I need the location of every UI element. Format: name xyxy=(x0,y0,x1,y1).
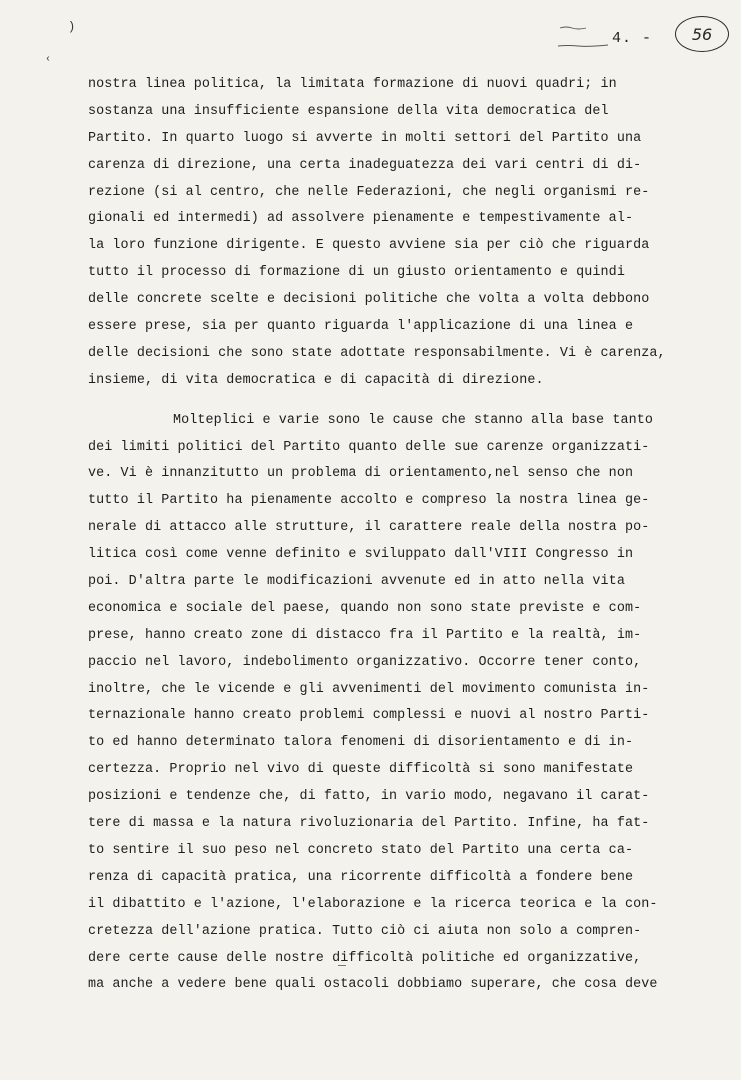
text-line: Partito. In quarto luogo si avverte in molti settori del Partito una xyxy=(88,130,642,146)
text-line: la loro funzione dirigente. E questo avviene sia per ciò che riguarda xyxy=(88,238,650,254)
text-line: ve. Vi è innanzitutto un problema di orientamento,nel senso che non xyxy=(88,466,634,482)
text-line: tere di massa e la natura rivoluzionaria del Partito. Infine, ha fat- xyxy=(88,816,650,832)
page-stamp: 56 xyxy=(675,16,729,52)
text-line: nerale di attacco alle strutture, il carattere reale della nostra po- xyxy=(88,520,650,536)
text-line: to ed hanno determinato talora fenomeni di disorientamento e di in- xyxy=(88,735,634,751)
text-line: ternazionale hanno creato problemi complessi e nuovi al nostro Parti- xyxy=(88,708,650,724)
text-line: litica così come venne definito e sviluppato dall'VIII Congresso in xyxy=(88,547,634,563)
text-line: carenza di direzione, una certa inadeguatezza dei vari centri di di- xyxy=(88,157,642,173)
text-line: cretezza dell'azione pratica. Tutto ciò ci aiuta non solo a compren- xyxy=(88,923,642,939)
text-line: insieme, di vita democratica e di capacità di direzione. xyxy=(88,372,544,388)
margin-mark-top: ) xyxy=(68,20,76,34)
text-line: paccio nel lavoro, indebolimento organizzativo. Occorre tener conto, xyxy=(88,654,642,670)
text-line: gionali ed intermedi) ad assolvere pienamente e tempestivamente al- xyxy=(88,211,634,227)
text-line: economica e sociale del paese, quando non sono state previste e com- xyxy=(88,600,642,616)
text-line: il dibattito e l'azione, l'elaborazione e la ricerca teorica e la con- xyxy=(88,896,658,912)
text-line: rezione (si al centro, che nelle Federazioni, che negli organismi re- xyxy=(88,184,650,200)
text-line: Molteplici e varie sono le cause che stanno alla base tanto xyxy=(173,412,654,428)
text-line: prese, hanno creato zone di distacco fra il Partito e la realtà, im- xyxy=(88,627,642,643)
text-line: certezza. Proprio nel vivo di queste difficoltà si sono manifestate xyxy=(88,762,634,778)
text-line: ma anche a vedere bene quali ostacoli dobbiamo superare, che cosa deve xyxy=(88,977,658,993)
text-line: essere prese, sia per quanto riguarda l'applicazione di una linea e xyxy=(88,319,634,335)
text-line: inoltre, che le vicende e gli avvenimenti del movimento comunista in- xyxy=(88,681,650,697)
text-line: to sentire il suo peso nel concreto stato del Partito una certa ca- xyxy=(88,842,634,858)
text-line: poi. D'altra parte le modificazioni avvenute ed in atto nella vita xyxy=(88,574,625,590)
margin-mark-left: ‹ xyxy=(45,54,52,65)
text-line: nostra linea politica, la limitata formazione di nuovi quadri; in xyxy=(88,77,617,92)
text-line: dei limiti politici del Partito quanto delle sue carenze organizzati- xyxy=(88,439,650,455)
paragraph-gap xyxy=(88,395,708,408)
text-line: dere certe cause delle nostre difficoltà politiche ed organizzative, xyxy=(88,950,642,966)
text-line: posizioni e tendenze che, di fatto, in vario modo, negavano il carat- xyxy=(88,789,650,805)
handwritten-scribble xyxy=(556,22,612,52)
stray-mark xyxy=(338,965,346,966)
text-line: delle decisioni che sono state adottate responsabilmente. Vi è carenza, xyxy=(88,345,666,361)
text-line: tutto il processo di formazione di un giusto orientamento e quindi xyxy=(88,265,625,281)
text-line: renza di capacità pratica, una ricorrente difficoltà a fondere bene xyxy=(88,869,634,885)
text-line: sostanza una insufficiente espansione della vita democratica del xyxy=(88,103,609,119)
text-line: delle concrete scelte e decisioni politiche che volta a volta debbono xyxy=(88,292,650,308)
text-line: tutto il Partito ha pienamente accolto e compreso la nostra linea ge- xyxy=(88,493,650,509)
body-text xyxy=(88,72,708,999)
page-number: 4. - xyxy=(612,30,653,47)
